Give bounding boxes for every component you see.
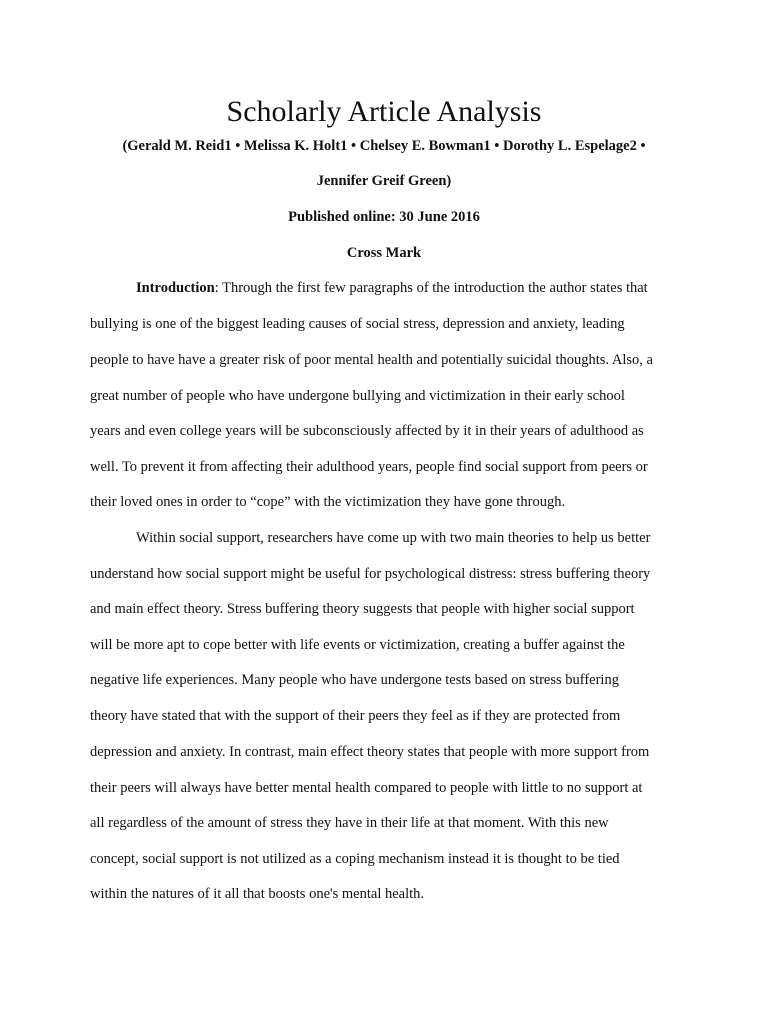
paragraph-2-line-2: understand how social support might be useful for psychological distress: stress buffering theory — [90, 566, 651, 582]
paragraph-2-line-8: their peers will always have better mental health compared to people with little to no support at — [90, 780, 643, 796]
paragraph-2-line-3: and main effect theory. Stress buffering theory suggests that people with higher social support — [90, 601, 635, 617]
paragraph-2-line-1: Within social support, researchers have come up with two main theories to help us better — [136, 530, 651, 546]
paragraph-2-line-7: depression and anxiety. In contrast, main effect theory states that people with more support from — [90, 744, 650, 760]
introduction-heading: Introduction — [136, 280, 215, 296]
paragraph-2-line-10: concept, social support is not utilized as a coping mechanism instead it is thought to be tied — [90, 851, 620, 867]
paragraph-2-line-5: negative life experiences. Many people who have undergone tests based on stress buffering — [90, 672, 619, 688]
paragraph-1-line-1-text: : Through the first few paragraphs of the introduction the author states that — [214, 280, 648, 296]
paragraph-1-line-4: great number of people who have undergone bullying and victimization in their early school — [90, 388, 625, 404]
paragraph-1-line-2: bullying is one of the biggest leading causes of social stress, depression and anxiety, leading — [90, 316, 625, 332]
paragraph-1-line-5: years and even college years will be subconsciously affected by it in their years of adulthood as — [90, 423, 644, 439]
authors-line-2: Jennifer Greif Green) — [316, 173, 452, 189]
cross-mark-label: Cross Mark — [346, 245, 422, 261]
paragraph-1-line-3: people to have have a greater risk of poor mental health and potentially suicidal thoughts. Also, a — [90, 352, 653, 368]
paragraph-2-line-11: within the natures of it all that boosts one's mental health. — [90, 886, 425, 902]
paragraph-2-line-9: all regardless of the amount of stress they have in their life at that moment. With this new — [90, 815, 609, 831]
paragraph-2-line-4: will be more apt to cope better with life events or victimization, creating a buffer against the — [90, 637, 625, 653]
publication-date: Published online: 30 June 2016 — [288, 209, 480, 225]
paragraph-1-line-1 — [136, 278, 736, 298]
authors-line-1: (Gerald M. Reid1 • Melissa K. Holt1 • Chelsey E. Bowman1 • Dorothy L. Espelage2 • — [122, 138, 646, 154]
paragraph-1-line-7: their loved ones in order to “cope” with the victimization they have gone through. — [90, 494, 566, 510]
document-title: Scholarly Article Analysis — [226, 95, 542, 128]
paragraph-1-line-6: well. To prevent it from affecting their adulthood years, people find social support from peers or — [90, 459, 648, 475]
paragraph-2-line-6: theory have stated that with the support of their peers they feel as if they are protected from — [90, 708, 621, 724]
